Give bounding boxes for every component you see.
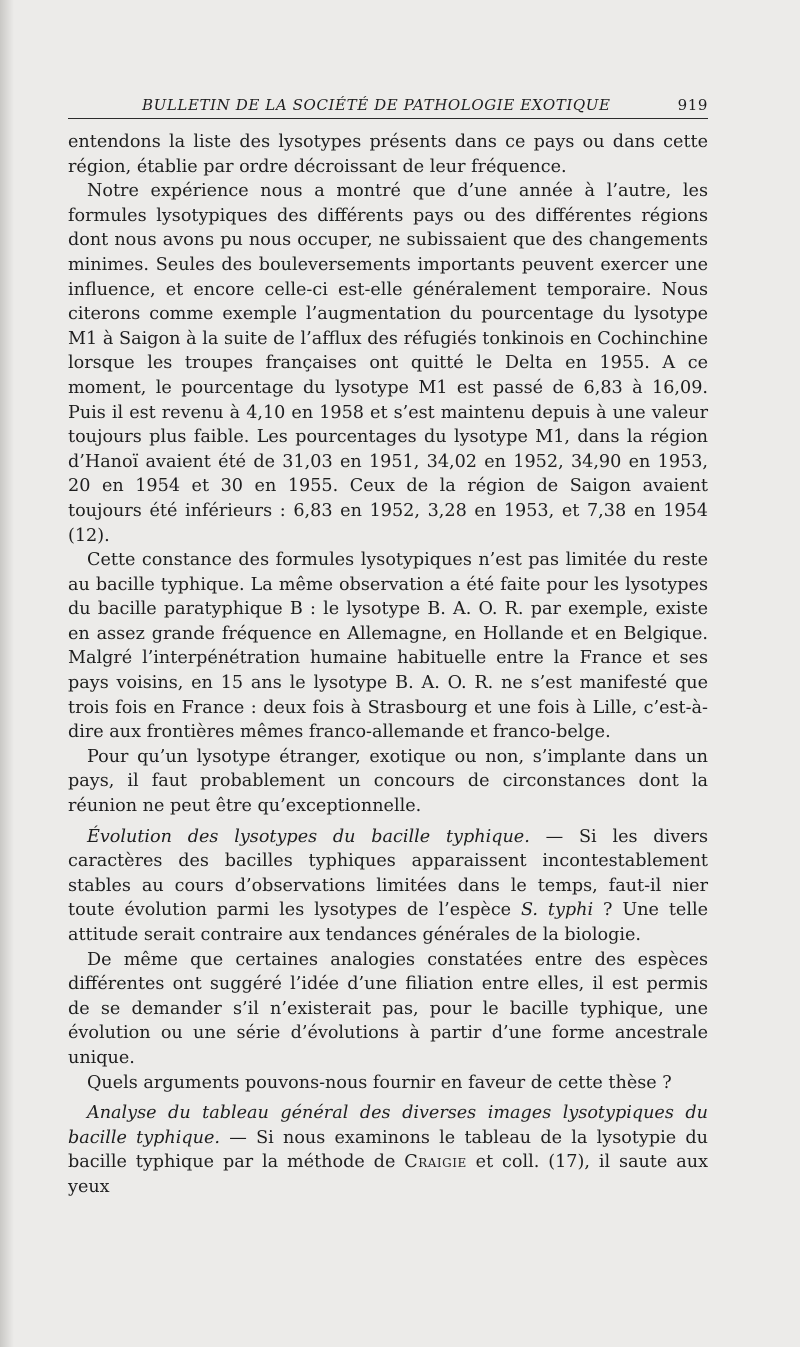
section-heading-analyse: Analyse du tableau général des diverses images lysotypiques du bacille typhique. (68, 1103, 708, 1148)
paragraph-7: Quels arguments pouvons-nous fournir en faveur de cette thèse ? (87, 1072, 672, 1093)
paragraph-5-text-a: — Si les divers caractères des bacilles typhiques apparaissent incontestablement stables au cours d’observations limitées dans le temps, faut-il nier toute évolution parmi les lysotypes de l’espèce (68, 826, 708, 921)
page-number: 919 (677, 96, 708, 114)
paragraph-8-text-b: et coll. (17), il saute aux yeux (68, 1152, 708, 1197)
paragraph-6: De même que certaines analogies constatées entre des espèces différentes ont suggéré l’idée d’une filiation entre elles, il est permis de se demander s’il n’existerait pas, pour le bacille typhique, une évolution ou une série d’évolutions à partir d’une forme ancestrale unique. (68, 949, 708, 1068)
running-header (68, 92, 708, 119)
document-body (68, 130, 708, 1200)
journal-title: BULLETIN DE LA SOCIÉTÉ DE PATHOLOGIE EXOTIQUE (142, 96, 611, 114)
paragraph-1: entendons la liste des lysotypes présents dans ce pays ou dans cette région, établie par ordre décroissant de leur fréquence. (68, 132, 708, 177)
author-name: Craigie (404, 1152, 467, 1173)
paragraph-5 (68, 825, 708, 948)
paragraph-3: Cette constance des formules lysotypiques n’est pas limitée du reste au bacille typhique. La même observation a été faite pour les lysotypes du bacille paratyphique B : le lysotype B. A. O. R. par exemple, existe en assez grande fréquence en Allemagne, en Hollande et en Belgique. Malgré l’interpénétration humaine habituelle entre la France et ses pays voisins, en 15 ans le lysotype B. A. O. R. ne s’est manifesté que trois fois en France : deux fois à Strasbourg et une fois à Lille, c’est-à-dire aux frontières mêmes franco-allemande et franco-belge. (68, 550, 708, 743)
paragraph-5-text-b: ? Une telle attitude serait contraire aux tendances générales de la biologie. (68, 900, 708, 945)
page-edge-shadow (0, 0, 14, 1347)
section-heading-evolution: Évolution des lysotypes du bacille typhique. (87, 826, 530, 847)
paragraph-8 (68, 1101, 708, 1199)
species-name: S. typhi (521, 900, 594, 921)
document-page (68, 92, 708, 1200)
paragraph-2: Notre expérience nous a montré que d’une année à l’autre, les formules lysotypiques des différents pays ou des différentes régions dont nous avons pu nous occuper, ne subissaient que des changements minimes. Seules des bouleversements importants peuvent exercer une influence, et encore celle-ci est-elle généralement temporaire. Nous citerons comme exemple l’augmentation du pourcentage du lysotype M1 à Saigon à la suite de l’afflux des réfugiés tonkinois en Cochinchine lorsque les troupes françaises ont quitté le Delta en 1955. A ce moment, le pourcentage du lysotype M1 est passé de 6,83 à 16,09. Puis il est revenu à 4,10 en 1958 et s’est maintenu depuis à une valeur toujours plus faible. Les pourcentages du lysotype M1, dans la région d’Hanoï avaient été de 31,03 en 1951, 34,02 en 1952, 34,90 en 1953, 20 en 1954 et 30 en 1955. Ceux de la région de Saigon avaient toujours été inférieurs : 6,83 en 1952, 3,28 en 1953, et 7,38 en 1954 (12). (68, 181, 708, 546)
paragraph-4: Pour qu’un lysotype étranger, exotique ou non, s’implante dans un pays, il faut probablement un concours de circonstances dont la réunion ne peut être qu’exceptionnelle. (68, 746, 708, 817)
paragraph-8-text-a: — Si nous examinons le tableau de la lysotypie du bacille typhique par la méthode de (68, 1127, 708, 1173)
